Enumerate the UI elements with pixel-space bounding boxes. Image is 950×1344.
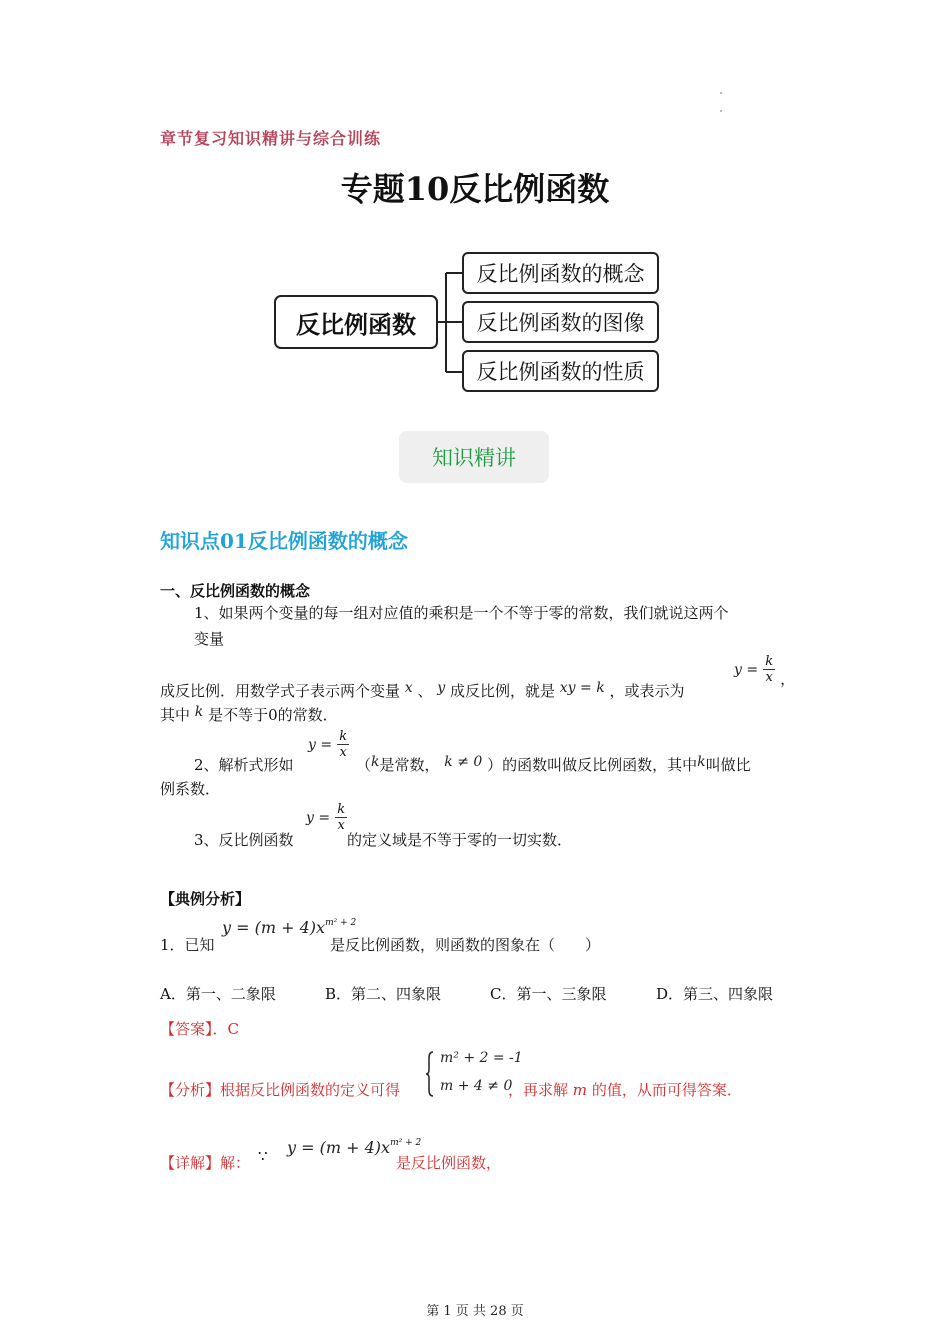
text: ，或表示为	[609, 682, 685, 700]
text: 是常数，	[379, 756, 440, 774]
item2-line2: 例系数．	[160, 780, 221, 798]
lhs: y =	[308, 737, 333, 753]
numerator: k	[339, 729, 348, 744]
eq: y = (m + 4)x	[287, 1138, 391, 1157]
item1-line1: 1、如果两个变量的每一组对应值的乘积是一个不等于零的常数，我们就说这两个	[194, 604, 729, 622]
text: 的值，从而可得答案．	[591, 1081, 742, 1099]
detail-suffix: 是反比例函数，	[396, 1154, 502, 1172]
item1-line4	[160, 704, 338, 727]
detail-text: 解：	[220, 1154, 251, 1172]
lhs: y =	[734, 662, 759, 678]
analysis-body: 根据反比例函数的定义可得	[220, 1081, 401, 1099]
comma: ，	[780, 670, 796, 688]
analysis-rest	[508, 1079, 742, 1100]
formula-y-k-over-x	[734, 654, 796, 688]
var-y: y	[437, 680, 446, 696]
var-x: x	[404, 680, 413, 696]
formula-item3	[306, 802, 347, 833]
question-prefix: 1．已知	[160, 936, 215, 954]
chapter-label: 章节复习知识精讲与综合训练	[160, 129, 382, 148]
item2-line1-rest	[356, 754, 751, 777]
option-a: A．第一、二象限	[160, 985, 276, 1003]
denominator: x	[339, 745, 347, 760]
separator: 、	[417, 682, 433, 700]
eq-xy-k: xy = k	[559, 680, 605, 696]
item3-a: 3、反比例函数	[194, 831, 294, 849]
mindmap-node-graph: 反比例函数的图像	[462, 301, 659, 343]
var-m: m	[572, 1081, 588, 1099]
section-banner: 知识精讲	[399, 431, 549, 483]
fraction	[337, 729, 349, 760]
item2-line1	[194, 754, 294, 776]
denominator: x	[337, 818, 345, 833]
text: 2、解析式形如	[194, 756, 294, 774]
system-brace	[426, 1050, 436, 1098]
section-heading: 一、反比例函数的概念	[160, 582, 311, 600]
because-symbol: ∵	[258, 1147, 268, 1165]
system-line-1: m² + 2 = -1	[440, 1050, 523, 1066]
item1-line2: 变量	[194, 630, 225, 648]
text: 成反比例．用数学式子表示两个变量	[160, 682, 401, 700]
option-b: B．第二、四象限	[325, 985, 442, 1003]
page-title: 专题10反比例函数	[340, 170, 610, 208]
page-footer: 第 1 页 共 28 页	[426, 1304, 524, 1319]
question-suffix: 是反比例函数，则函数的图象在（ ）	[330, 936, 601, 954]
var-k: k	[371, 754, 380, 770]
corner-mark	[720, 92, 722, 94]
text: 成反比例，就是	[449, 682, 555, 700]
denominator: x	[765, 670, 773, 685]
answer-text: ．C	[212, 1020, 239, 1038]
lhs: y =	[306, 810, 331, 826]
k-neq-0: k ≠ 0	[444, 754, 483, 770]
option-c: C．第一、三象限	[490, 985, 607, 1003]
example-heading: 【典例分析】	[160, 890, 251, 908]
var-k: k	[194, 704, 204, 720]
exponent: m² + 2	[325, 918, 357, 928]
fraction	[763, 654, 775, 685]
analysis-tag: 【分析】	[160, 1081, 221, 1099]
item3-b: 的定义域是不等于零的一切实数．	[347, 831, 573, 849]
corner-mark	[720, 110, 722, 112]
question-1	[160, 934, 215, 955]
option-d: D．第三、四象限	[656, 985, 774, 1003]
detail-tag: 【详解】	[160, 1154, 221, 1172]
fraction	[335, 802, 347, 833]
text: 其中	[160, 706, 191, 724]
knowledge-point-title: 知识点01反比例函数的概念	[160, 529, 408, 553]
mindmap-node-concept: 反比例函数的概念	[462, 252, 659, 294]
answer	[160, 1018, 239, 1039]
answer-tag: 【答案】	[160, 1020, 213, 1038]
var-k: k	[697, 754, 706, 770]
mindmap-root: 反比例函数	[274, 295, 438, 349]
text: ）的函数叫做反比例函数，其中	[487, 756, 698, 774]
eq: y = (m + 4)x	[222, 918, 326, 937]
numerator: k	[337, 802, 346, 817]
text: 是不等于0的常数．	[208, 706, 338, 724]
formula-item2	[308, 729, 349, 760]
text: （	[356, 756, 372, 774]
text: ，再求解	[508, 1081, 569, 1099]
item1-line3	[160, 680, 685, 703]
text: 叫做比	[705, 756, 751, 774]
system-line-2: m + 4 ≠ 0	[440, 1078, 513, 1094]
mindmap-node-property: 反比例函数的性质	[462, 350, 659, 392]
exponent: m² + 2	[390, 1138, 422, 1148]
detail	[160, 1152, 250, 1173]
numerator: k	[765, 654, 774, 669]
analysis-text	[160, 1079, 400, 1100]
